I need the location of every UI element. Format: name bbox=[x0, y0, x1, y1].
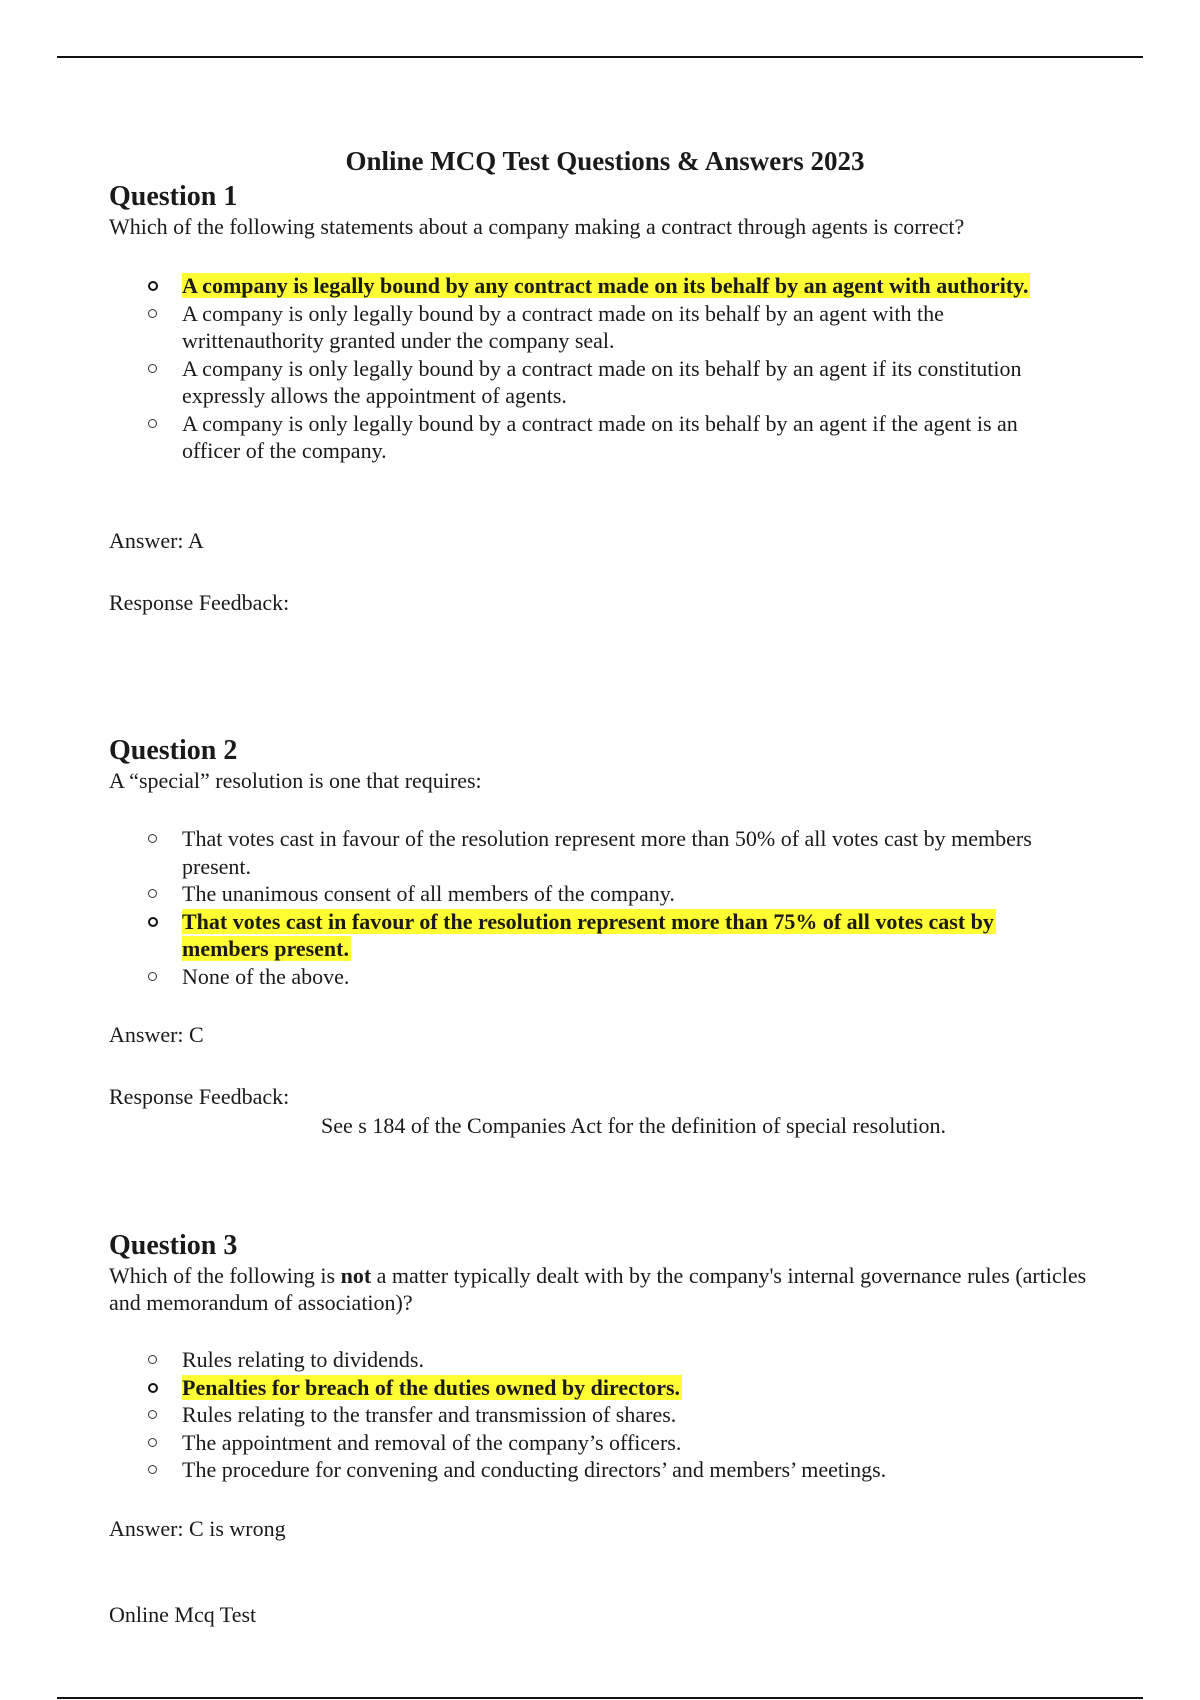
option-text: A company is legally bound by any contract made on its behalf by an agent with authority. bbox=[182, 273, 1029, 298]
hollow-circle-bullet-icon bbox=[148, 1410, 157, 1419]
question-text-after: a matter typically dealt with by the company's internal governance rules (articles and memorandum of association)? bbox=[109, 1263, 1087, 1315]
option-d[interactable] bbox=[145, 963, 1075, 991]
answer-options bbox=[145, 1346, 1075, 1484]
hollow-circle-bullet-icon bbox=[148, 889, 157, 898]
hollow-circle-bullet-icon bbox=[148, 917, 158, 927]
response-feedback-text: See s 184 of the Companies Act for the definition of special resolution. bbox=[321, 1113, 947, 1138]
question-heading: Question 2 bbox=[109, 735, 238, 766]
option-text: A company is only legally bound by a contract made on its behalf by an agent with the writtenauthority granted under the company seal. bbox=[182, 300, 944, 353]
option-text: A company is only legally bound by a contract made on its behalf by an agent if its constitution expressly allows the appointment of agents. bbox=[182, 355, 1022, 408]
top-rule bbox=[57, 56, 1143, 58]
option-text: Rules relating to the transfer and transmission of shares. bbox=[182, 1402, 677, 1427]
hollow-circle-bullet-icon bbox=[148, 834, 157, 843]
document-title: Online MCQ Test Questions & Answers 2023 bbox=[345, 146, 865, 176]
option-d[interactable] bbox=[145, 1429, 1075, 1457]
question-text-before: Which of the following is bbox=[109, 1263, 341, 1288]
answer-line: Answer: A bbox=[109, 528, 204, 553]
option-text: Rules relating to dividends. bbox=[182, 1347, 424, 1372]
bottom-rule bbox=[57, 1697, 1143, 1699]
question-text: A “special” resolution is one that requires: bbox=[109, 768, 482, 793]
option-text: That votes cast in favour of the resolution represent more than 75% of all votes cast by members present. bbox=[182, 908, 994, 961]
option-text: A company is only legally bound by a contract made on its behalf by an agent if the agent is an officer of the company. bbox=[182, 410, 1018, 463]
hollow-circle-bullet-icon bbox=[148, 309, 157, 318]
option-c[interactable] bbox=[145, 908, 1075, 963]
option-d[interactable] bbox=[145, 410, 1075, 465]
question-heading: Question 1 bbox=[109, 181, 238, 212]
option-b[interactable] bbox=[145, 300, 1075, 355]
response-feedback-label: Response Feedback: bbox=[109, 1084, 290, 1109]
hollow-circle-bullet-icon bbox=[148, 364, 157, 373]
question-heading: Question 3 bbox=[109, 1230, 238, 1261]
option-b[interactable] bbox=[145, 1374, 1075, 1402]
hollow-circle-bullet-icon bbox=[148, 1438, 157, 1447]
hollow-circle-bullet-icon bbox=[148, 1465, 157, 1474]
hollow-circle-bullet-icon bbox=[148, 281, 158, 291]
question-text-emphasis: not bbox=[340, 1263, 372, 1288]
option-c[interactable] bbox=[145, 355, 1075, 410]
hollow-circle-bullet-icon bbox=[148, 419, 157, 428]
question-3 bbox=[109, 1230, 1109, 1316]
answer-options bbox=[145, 272, 1075, 465]
answer-line: Answer: C is wrong bbox=[109, 1516, 286, 1541]
option-a[interactable] bbox=[145, 1346, 1075, 1374]
option-text: The unanimous consent of all members of the company. bbox=[182, 881, 675, 906]
option-text: The procedure for convening and conducting directors’ and members’ meetings. bbox=[182, 1457, 887, 1482]
option-a[interactable] bbox=[145, 272, 1075, 300]
option-a[interactable] bbox=[145, 825, 1075, 880]
hollow-circle-bullet-icon bbox=[148, 1383, 158, 1393]
option-text: Penalties for breach of the duties owned by directors. bbox=[182, 1374, 681, 1400]
question-text bbox=[109, 1262, 1109, 1316]
question-1 bbox=[109, 181, 1109, 240]
option-c[interactable] bbox=[145, 1401, 1075, 1429]
option-text: The appointment and removal of the company’s officers. bbox=[182, 1429, 682, 1455]
option-b[interactable] bbox=[145, 880, 1075, 908]
hollow-circle-bullet-icon bbox=[148, 1355, 157, 1364]
question-2 bbox=[109, 735, 1109, 794]
option-text: That votes cast in favour of the resolution represent more than 50% of all votes cast by members present. bbox=[182, 826, 1032, 879]
option-e[interactable] bbox=[145, 1456, 1075, 1484]
option-text: None of the above. bbox=[182, 963, 350, 989]
footer-text: Online Mcq Test bbox=[109, 1602, 257, 1627]
question-text: Which of the following statements about a company making a contract through agents is correct? bbox=[109, 214, 965, 239]
answer-line: Answer: C bbox=[109, 1022, 204, 1047]
response-feedback-label: Response Feedback: bbox=[109, 590, 290, 615]
hollow-circle-bullet-icon bbox=[148, 972, 157, 981]
answer-options bbox=[145, 825, 1075, 990]
